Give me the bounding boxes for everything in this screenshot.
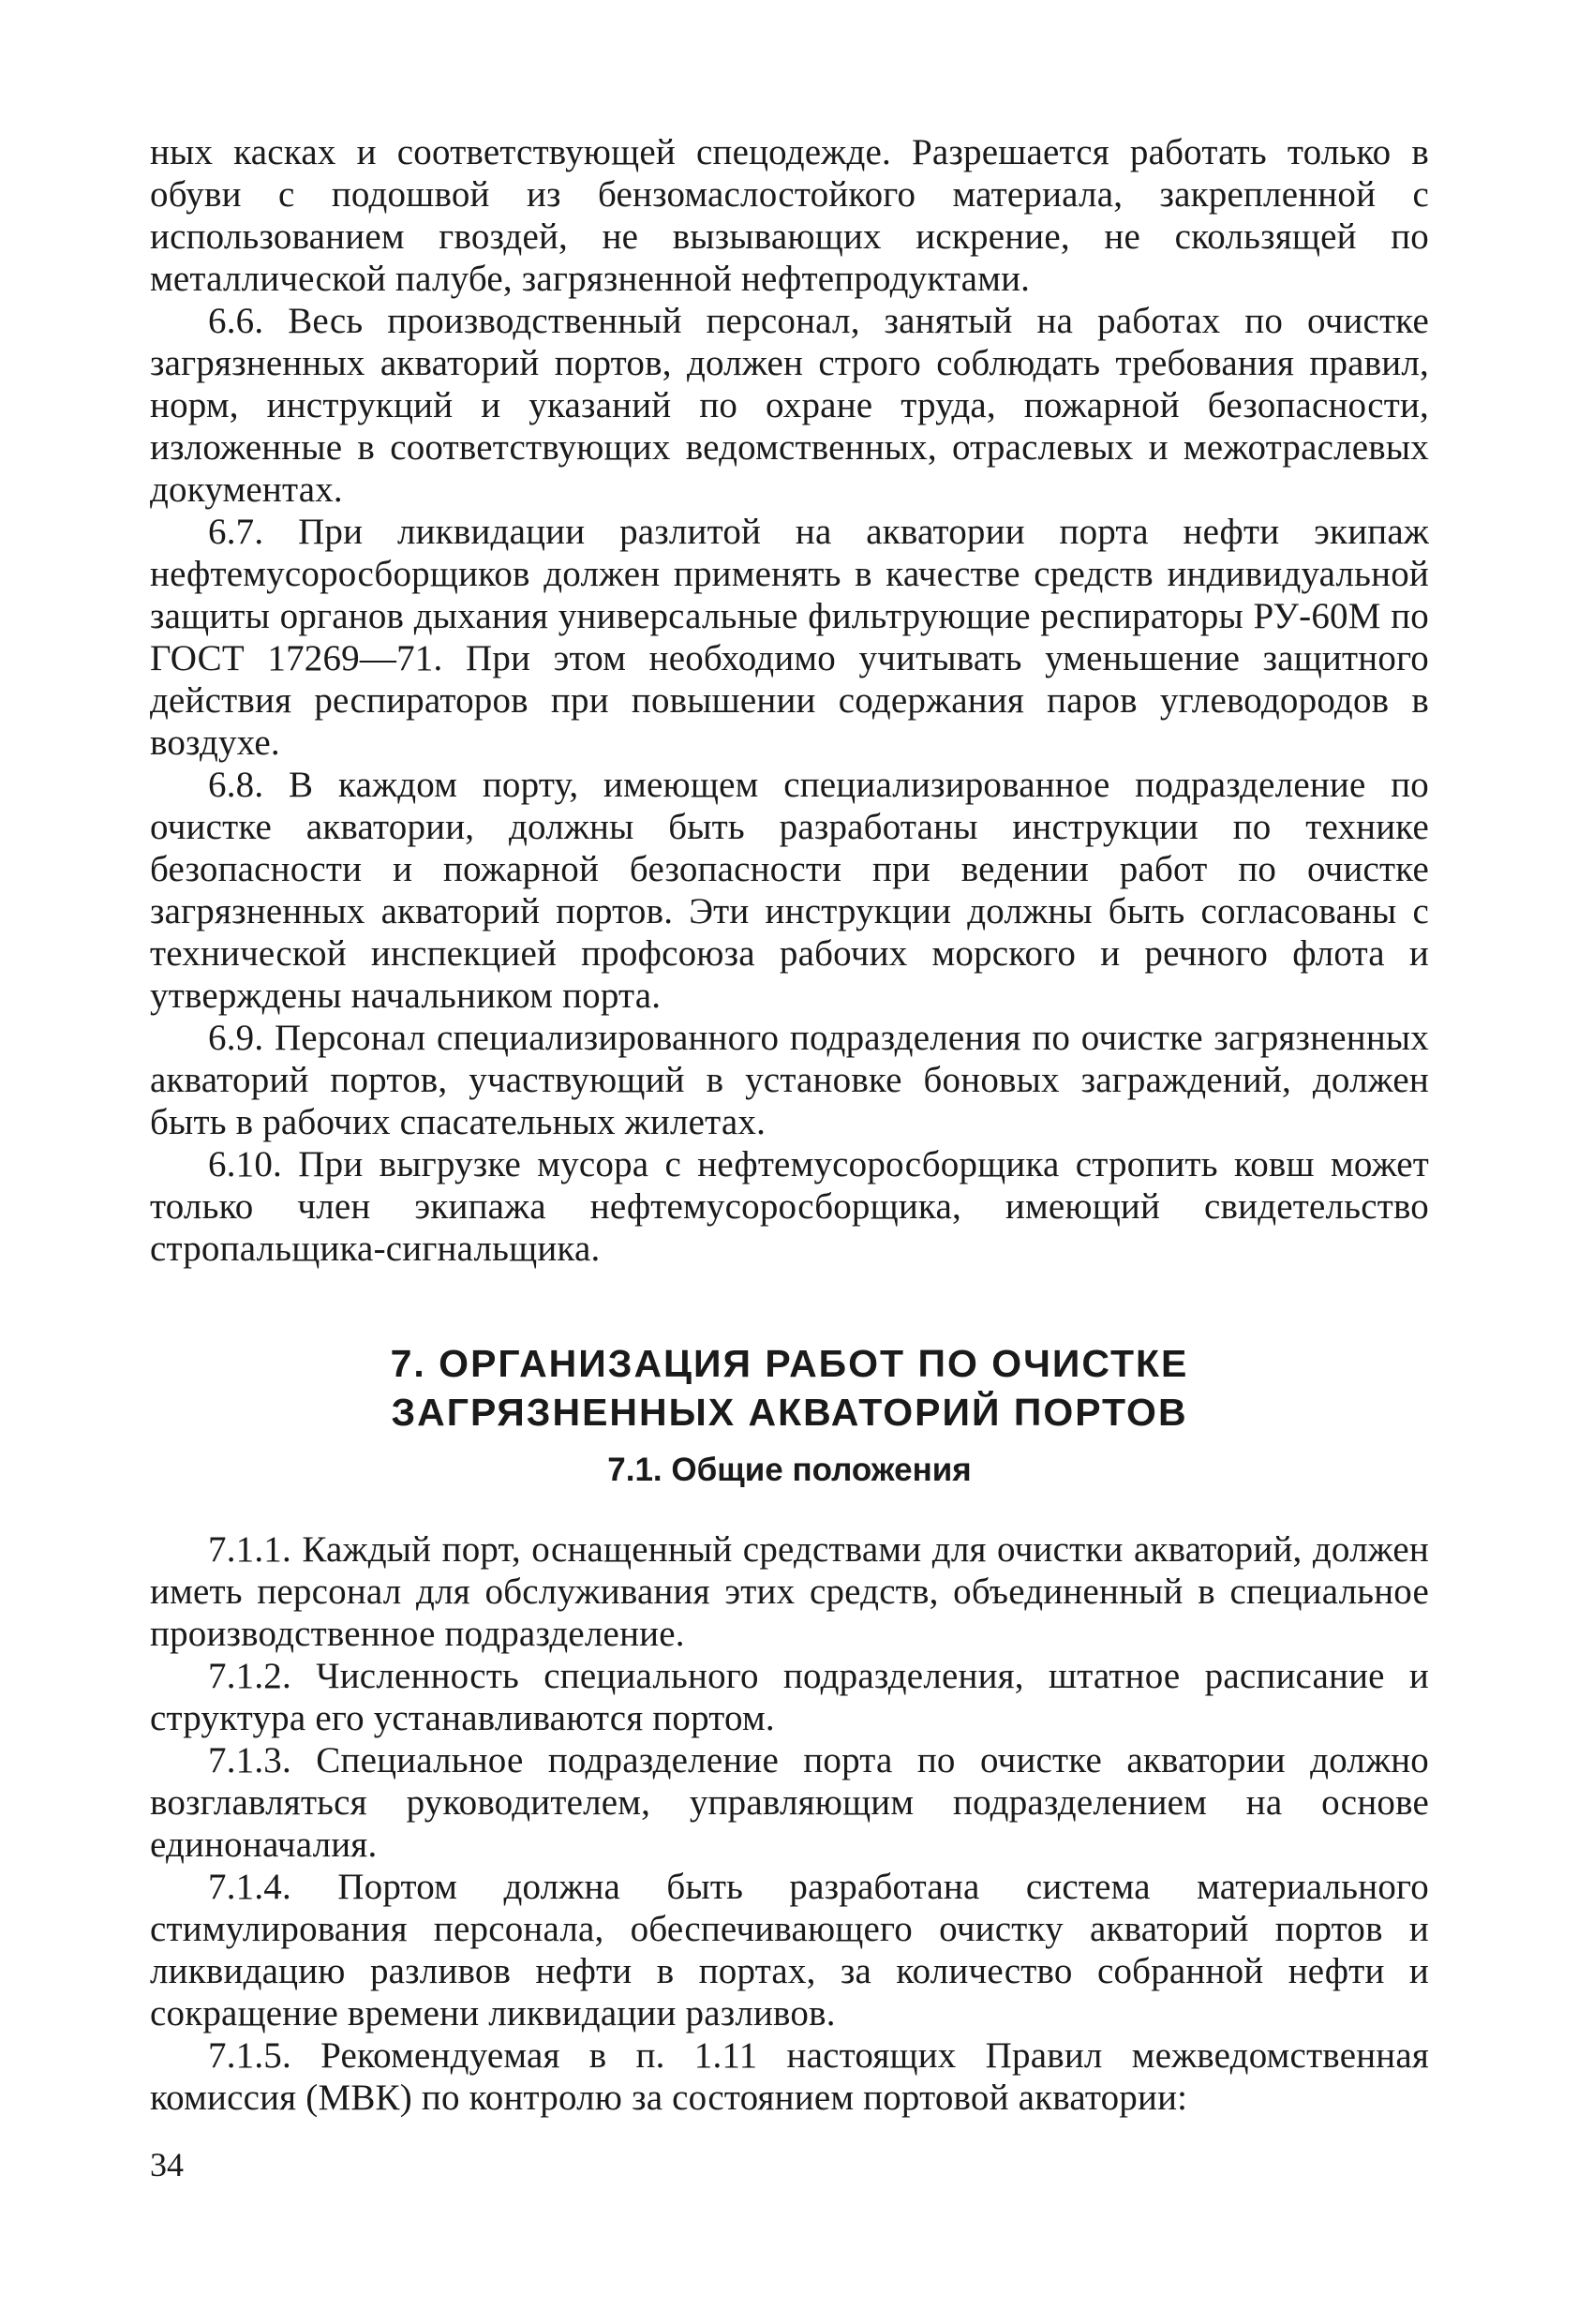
paragraph-7-1-2: 7.1.2. Численность специального подразделения, штатное расписание и структура его устанавливаются портом. (150, 1656, 1429, 1738)
paragraph-6-10: 6.10. При выгрузке мусора с нефтемусоросборщика стропить ковш может только член экипажа нефтемусоросборщика, имеющий свидетельство стропальщика-сигнальщика. (150, 1144, 1429, 1269)
paragraph-6-9: 6.9. Персонал специализированного подразделения по очистке загрязненных акваторий портов, участвующий в установке боновых заграждений, должен быть в рабочих спасательных жилетах. (150, 1018, 1429, 1142)
section-title-line-1: 7. ОРГАНИЗАЦИЯ РАБОТ ПО ОЧИСТКЕ (390, 1342, 1189, 1385)
subsection-title: 7.1. Общие положения (607, 1452, 972, 1488)
page-number: 34 (150, 2146, 184, 2183)
paragraph-6-6: 6.6. Весь производственный персонал, занятый на работах по очистке загрязненных акваторий портов, должен строго соблюдать требования правил, норм, инструкций и указаний по охране труда, пожарной безопасности, изложенные в соответствующих ведомственных, отраслевых и межотраслевых документах. (150, 301, 1429, 510)
paragraph-7-1-1: 7.1.1. Каждый порт, оснащенный средствами для очистки акваторий, должен иметь персонал для обслуживания этих средств, объединенный в специальное производственное подразделение. (150, 1529, 1429, 1654)
section-title-line-2: ЗАГРЯЗНЕННЫХ АКВАТОРИЙ ПОРТОВ (391, 1391, 1188, 1434)
paragraph-6-7: 6.7. При ликвидации разлитой на акватории порта нефти экипаж нефтемусоросборщиков должен применять в качестве средств индивидуальной защиты органов дыхания универсальные фильтрующие респираторы РУ-60М по ГОСТ 17269—71. При этом необходимо учитывать уменьшение защитного действия респираторов при повышении содержания паров углеводородов в воздухе. (150, 512, 1429, 763)
paragraph-6-8: 6.8. В каждом порту, имеющем специализированное подразделение по очистке акватории, должны быть разработаны инструкции по технике безопасности и пожарной безопасности при ведении работ по очистке загрязненных акваторий портов. Эти инструкции должны быть согласованы с технической инспекцией профсоюза рабочих морского и речного флота и утверждены начальником порта. (150, 765, 1429, 1016)
paragraph-continuation: ных касках и соответствующей спецодежде. Разрешается работать только в обуви с подошвой из бензомаслостойкого материала, закрепленной с использованием гвоздей, не вызывающих искрение, не скользящей по металлической палубе, загрязненной нефтепродуктами. (150, 132, 1429, 299)
paragraph-7-1-5: 7.1.5. Рекомендуемая в п. 1.11 настоящих Правил межведомственная комиссия (МВК) по контролю за состоянием портовой акватории: (150, 2035, 1429, 2118)
page-body (150, 131, 1429, 2119)
paragraph-7-1-3: 7.1.3. Специальное подразделение порта по очистке акватории должно возглавляться руководителем, управляющим подразделением на основе единоначалия. (150, 1740, 1429, 1865)
paragraph-7-1-4: 7.1.4. Портом должна быть разработана система материального стимулирования персонала, обеспечивающего очистку акваторий портов и ликвидацию разливов нефти в портах, за количество собранной нефти и сокращение времени ликвидации разливов. (150, 1867, 1429, 2034)
section-title (150, 1339, 1429, 1437)
